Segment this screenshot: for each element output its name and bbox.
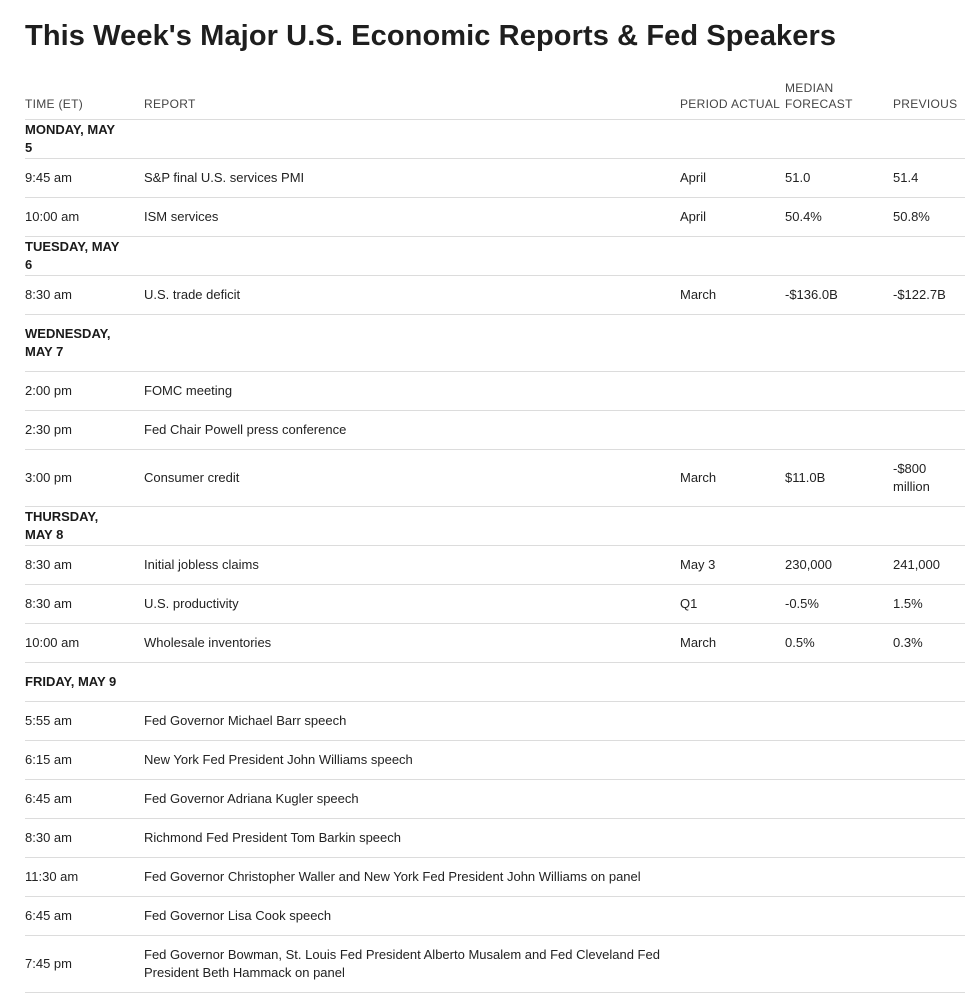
time-cell: 6:45 am xyxy=(25,897,144,936)
day-header-row xyxy=(25,507,965,546)
report-cell: Fed Governor Michael Barr speech xyxy=(144,702,680,741)
table-row xyxy=(25,702,965,741)
prev-cell xyxy=(893,819,965,858)
forecast-cell: $11.0B xyxy=(785,450,893,507)
header-row xyxy=(25,80,965,120)
column-header-previous: PREVIOUS xyxy=(893,80,965,120)
table-row xyxy=(25,741,965,780)
table-row xyxy=(25,372,965,411)
forecast-cell xyxy=(785,702,893,741)
forecast-cell xyxy=(785,372,893,411)
actual-cell xyxy=(731,936,785,993)
prev-cell xyxy=(893,897,965,936)
table-row xyxy=(25,411,965,450)
period-cell xyxy=(680,897,731,936)
day-header-cell xyxy=(25,663,965,702)
prev-cell xyxy=(893,936,965,993)
report-cell: U.S. productivity xyxy=(144,585,680,624)
day-header-cell xyxy=(25,315,965,372)
time-cell: 2:30 pm xyxy=(25,411,144,450)
day-header-row xyxy=(25,237,965,276)
actual-cell xyxy=(731,585,785,624)
day-header-cell xyxy=(25,120,965,159)
forecast-cell xyxy=(785,780,893,819)
actual-cell xyxy=(731,450,785,507)
table-body xyxy=(25,120,965,993)
table-row xyxy=(25,780,965,819)
forecast-cell: 230,000 xyxy=(785,546,893,585)
forecast-cell: -0.5% xyxy=(785,585,893,624)
period-cell xyxy=(680,702,731,741)
column-header-report: REPORT xyxy=(144,80,680,120)
time-cell: 3:00 pm xyxy=(25,450,144,507)
report-cell: FOMC meeting xyxy=(144,372,680,411)
actual-cell xyxy=(731,546,785,585)
table-row xyxy=(25,585,965,624)
actual-cell xyxy=(731,858,785,897)
column-header-time: TIME (ET) xyxy=(25,80,144,120)
time-cell: 5:55 am xyxy=(25,702,144,741)
period-cell xyxy=(680,858,731,897)
prev-cell: 0.3% xyxy=(893,624,965,663)
report-cell: New York Fed President John Williams speech xyxy=(144,741,680,780)
period-cell xyxy=(680,819,731,858)
report-cell: Fed Governor Christopher Waller and New York Fed President John Williams on panel xyxy=(144,858,680,897)
period-cell: March xyxy=(680,276,731,315)
day-label: MONDAY, MAY 5 xyxy=(25,122,115,155)
prev-cell xyxy=(893,411,965,450)
prev-cell: 1.5% xyxy=(893,585,965,624)
time-cell: 10:00 am xyxy=(25,624,144,663)
actual-cell xyxy=(731,741,785,780)
time-cell: 9:45 am xyxy=(25,159,144,198)
day-header-cell xyxy=(25,237,965,276)
period-cell: April xyxy=(680,198,731,237)
report-cell: Fed Governor Bowman, St. Louis Fed President Alberto Musalem and Fed Cleveland Fed President Beth Hammack on panel xyxy=(144,936,680,993)
prev-cell xyxy=(893,780,965,819)
column-header-actual: ACTUAL xyxy=(731,80,785,120)
time-cell: 8:30 am xyxy=(25,276,144,315)
prev-cell xyxy=(893,858,965,897)
actual-cell xyxy=(731,819,785,858)
period-cell xyxy=(680,780,731,819)
prev-cell: -$122.7B xyxy=(893,276,965,315)
day-header-cell xyxy=(25,507,965,546)
report-cell: S&P final U.S. services PMI xyxy=(144,159,680,198)
report-cell: Richmond Fed President Tom Barkin speech xyxy=(144,819,680,858)
table-row xyxy=(25,159,965,198)
forecast-cell: 0.5% xyxy=(785,624,893,663)
time-cell: 7:45 pm xyxy=(25,936,144,993)
forecast-cell xyxy=(785,819,893,858)
time-cell: 10:00 am xyxy=(25,198,144,237)
time-cell: 8:30 am xyxy=(25,585,144,624)
period-cell xyxy=(680,936,731,993)
day-header-row xyxy=(25,120,965,159)
forecast-cell: -$136.0B xyxy=(785,276,893,315)
forecast-cell: 51.0 xyxy=(785,159,893,198)
actual-cell xyxy=(731,159,785,198)
column-header-forecast-line2: FORECAST xyxy=(785,97,853,111)
column-header-period: PERIOD xyxy=(680,80,731,120)
table-row xyxy=(25,546,965,585)
economic-calendar-table xyxy=(25,80,965,993)
day-label: WEDNESDAY, MAY 7 xyxy=(25,326,111,359)
table-row xyxy=(25,936,965,993)
time-cell: 8:30 am xyxy=(25,819,144,858)
prev-cell xyxy=(893,372,965,411)
table-header xyxy=(25,80,965,120)
period-cell xyxy=(680,741,731,780)
actual-cell xyxy=(731,780,785,819)
table-row xyxy=(25,624,965,663)
table-row xyxy=(25,276,965,315)
prev-cell: 51.4 xyxy=(893,159,965,198)
actual-cell xyxy=(731,897,785,936)
table-row xyxy=(25,897,965,936)
prev-cell xyxy=(893,741,965,780)
period-cell: March xyxy=(680,624,731,663)
report-cell: Wholesale inventories xyxy=(144,624,680,663)
column-header-forecast-line1: MEDIAN xyxy=(785,81,834,95)
table-row xyxy=(25,198,965,237)
prev-cell: -$800 million xyxy=(893,450,965,507)
report-cell: Fed Chair Powell press conference xyxy=(144,411,680,450)
period-cell: May 3 xyxy=(680,546,731,585)
report-cell: Initial jobless claims xyxy=(144,546,680,585)
forecast-cell xyxy=(785,411,893,450)
actual-cell xyxy=(731,276,785,315)
actual-cell xyxy=(731,198,785,237)
period-cell xyxy=(680,372,731,411)
forecast-cell: 50.4% xyxy=(785,198,893,237)
period-cell xyxy=(680,411,731,450)
prev-cell: 50.8% xyxy=(893,198,965,237)
day-header-row xyxy=(25,315,965,372)
day-label: THURSDAY, MAY 8 xyxy=(25,509,99,542)
period-cell: March xyxy=(680,450,731,507)
period-cell: Q1 xyxy=(680,585,731,624)
time-cell: 6:15 am xyxy=(25,741,144,780)
time-cell: 6:45 am xyxy=(25,780,144,819)
report-cell: U.S. trade deficit xyxy=(144,276,680,315)
report-cell: Fed Governor Adriana Kugler speech xyxy=(144,780,680,819)
forecast-cell xyxy=(785,936,893,993)
page-title: This Week's Major U.S. Economic Reports & Fed Speakers xyxy=(25,20,837,52)
report-cell: ISM services xyxy=(144,198,680,237)
actual-cell xyxy=(731,702,785,741)
table-row xyxy=(25,450,965,507)
prev-cell xyxy=(893,702,965,741)
forecast-cell xyxy=(785,741,893,780)
forecast-cell xyxy=(785,897,893,936)
report-cell: Consumer credit xyxy=(144,450,680,507)
table-row xyxy=(25,858,965,897)
actual-cell xyxy=(731,372,785,411)
day-label: TUESDAY, MAY 6 xyxy=(25,239,120,272)
report-cell: Fed Governor Lisa Cook speech xyxy=(144,897,680,936)
column-header-forecast xyxy=(785,80,893,120)
time-cell: 2:00 pm xyxy=(25,372,144,411)
prev-cell: 241,000 xyxy=(893,546,965,585)
time-cell: 8:30 am xyxy=(25,546,144,585)
actual-cell xyxy=(731,624,785,663)
table-row xyxy=(25,819,965,858)
day-header-row xyxy=(25,663,965,702)
period-cell: April xyxy=(680,159,731,198)
time-cell: 11:30 am xyxy=(25,858,144,897)
actual-cell xyxy=(731,411,785,450)
day-label: FRIDAY, MAY 9 xyxy=(25,674,117,689)
forecast-cell xyxy=(785,858,893,897)
